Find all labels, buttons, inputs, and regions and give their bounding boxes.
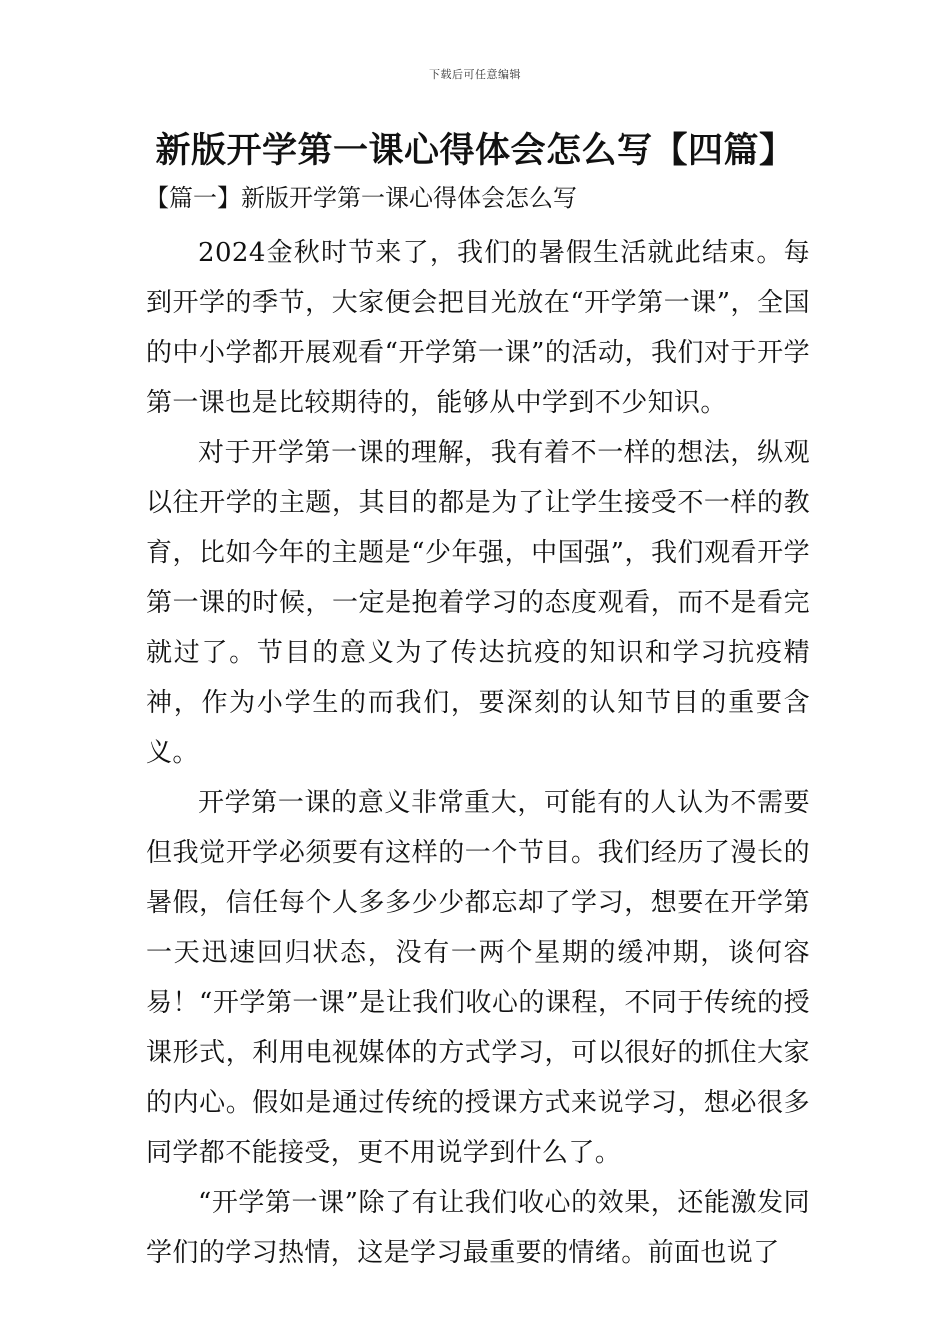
body-text	[146, 228, 810, 1278]
header-note: 下载后可任意编辑	[429, 68, 521, 81]
paragraph-1: 2024金秋时节来了，我们的暑假生活就此结束。每到开学的季节，大家便会把目光放在“开学第一课”，全国的中小学都开展观看“开学第一课”的活动，我们对于开学第一课也是比较期待的，能够从中学到不少知识。	[146, 238, 810, 418]
paragraph-2: 对于开学第一课的理解，我有着不一样的想法，纵观以往开学的主题，其目的都是为了让学生接受不一样的教育，比如今年的主题是“少年强，中国强”，我们观看开学第一课的时候，一定是抱着学习的态度观看，而不是看完就过了。节目的意义为了传达抗疫的知识和学习抗疫精神，作为小学生的而我们，要深刻的认知节目的重要含义。	[146, 438, 810, 768]
document-title: 新版开学第一课心得体会怎么写【四篇】	[155, 131, 795, 171]
paragraph-4: “开学第一课”除了有让我们收心的效果，还能激发同学们的学习热情，这是学习最重要的情绪。前面也说了	[146, 1188, 810, 1268]
section-heading: 【篇一】新版开学第一课心得体会怎么写	[145, 184, 577, 212]
paragraph-3: 开学第一课的意义非常重大，可能有的人认为不需要但我觉开学必须要有这样的一个节目。我们经历了漫长的暑假，信任每个人多多少少都忘却了学习，想要在开学第一天迅速回归状态，没有一两个星期的缓冲期，谈何容易！“开学第一课”是让我们收心的课程，不同于传统的授课形式，利用电视媒体的方式学习，可以很好的抓住大家的内心。假如是通过传统的授课方式来说学习，想必很多同学都不能接受，更不用说学到什么了。	[146, 788, 810, 1168]
